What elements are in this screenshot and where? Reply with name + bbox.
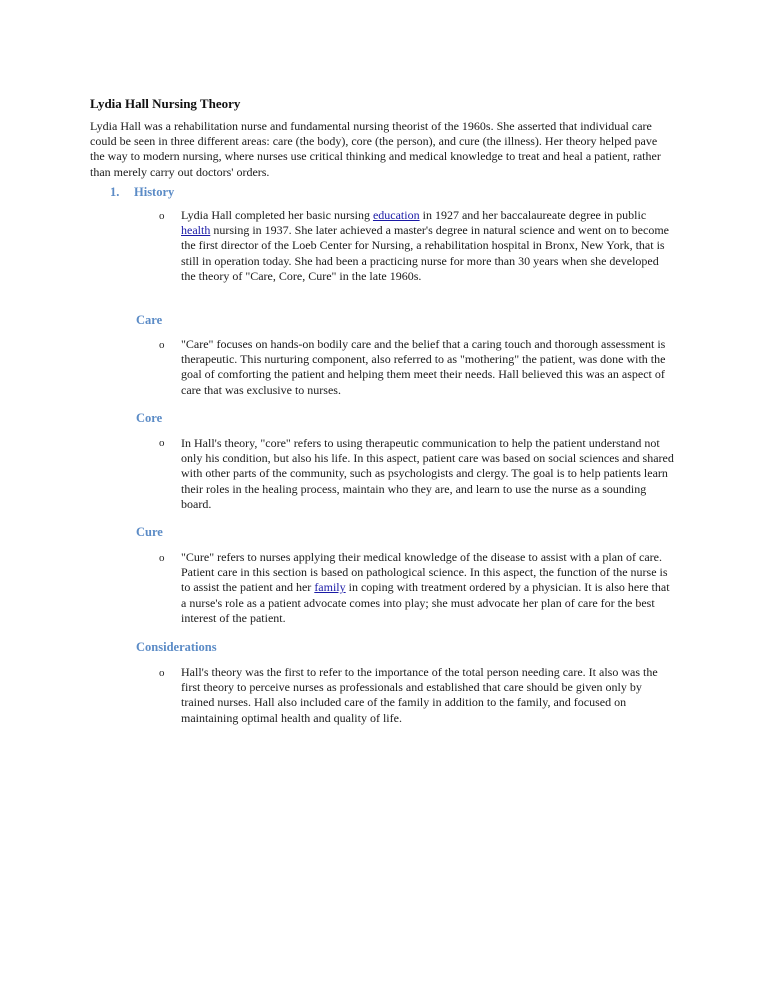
history-heading-text: History xyxy=(134,185,175,199)
considerations-heading: Considerations xyxy=(136,640,217,654)
history-text-2: in 1927 and her baccalaureate degree in public xyxy=(419,208,647,222)
cure-text-1: "Cure" refers to nurses applying their medical knowledge of the disease to assist with a plan of care. Patient care in this section is based on pathological science. In this aspect, the function of the nurse is to assist the patient and her xyxy=(181,550,668,595)
intro-paragraph: Lydia Hall was a rehabilitation nurse and fundamental nursing theorist of the 1960s. She asserted that individual care could be seen in three different areas: care (the body), core (the person), and cure (the illness). Her theory helped pave the way to modern nursing, where nurses use critical thinking and medical knowledge to treat and heal a patient, rather than merely carry out doctors' orders. xyxy=(90,119,661,179)
bullet-care: o xyxy=(159,339,165,351)
health-link[interactable]: health xyxy=(181,223,211,238)
care-paragraph: "Care" focuses on hands-on bodily care and the belief that a caring touch and thorough assessment is therapeutic. This nurturing component, also referred to as "mothering" the patient, was done with the goal of comforting the patient and helping them meet their needs. Hall believed this was an aspect of care that was exclusive to nurses. xyxy=(181,337,666,397)
history-text-3: nursing in 1937. She later achieved a master's degree in natural science and went on to become the first director of the Loeb Center for Nursing, a rehabilitation hospital in Bronx, New York, that is still in operation today. She had been a practicing nurse for more than 30 years when she developed the theory of "Care, Core, Cure" in the late 1960s. xyxy=(181,223,669,283)
history-text-1: Lydia Hall completed her basic nursing xyxy=(181,208,373,222)
core-heading: Core xyxy=(136,411,163,425)
care-heading: Care xyxy=(136,313,163,327)
cure-text-2: in coping with treatment ordered by a physician. It is also here that a nurse's role as a patient advocate comes into play; she must advocate her plan of care for the best interest of the patient. xyxy=(181,580,670,625)
considerations-paragraph: Hall's theory was the first to refer to the importance of the total person needing care. It also was the first theory to perceive nurses as professionals and established that care should be given only by trained nurses. Hall also included care of the family in addition to the family, and focused on maintaining optimal health and quality of life. xyxy=(181,665,658,725)
document-title: Lydia Hall Nursing Theory xyxy=(90,96,241,111)
cure-paragraph xyxy=(181,550,676,626)
bullet-cure: o xyxy=(159,552,165,564)
history-paragraph xyxy=(181,208,676,284)
family-link[interactable]: family xyxy=(314,580,346,595)
cure-heading: Cure xyxy=(136,525,163,539)
bullet-considerations: o xyxy=(159,667,165,679)
education-link[interactable]: education xyxy=(372,208,420,222)
history-number: 1. xyxy=(110,185,120,199)
core-paragraph: In Hall's theory, "core" refers to using therapeutic communication to help the patient understand not only his condition, but also his life. In this aspect, patient care was based on social sciences and shared with other parts of the community, such as psychologists and clergy. The goal is to help patients learn their roles in the healing process, maintain who they are, and learn to use the nurse as a sounding board. xyxy=(181,436,674,511)
bullet-core: o xyxy=(159,437,165,449)
history-heading xyxy=(110,185,174,200)
bullet-history: o xyxy=(159,210,165,222)
